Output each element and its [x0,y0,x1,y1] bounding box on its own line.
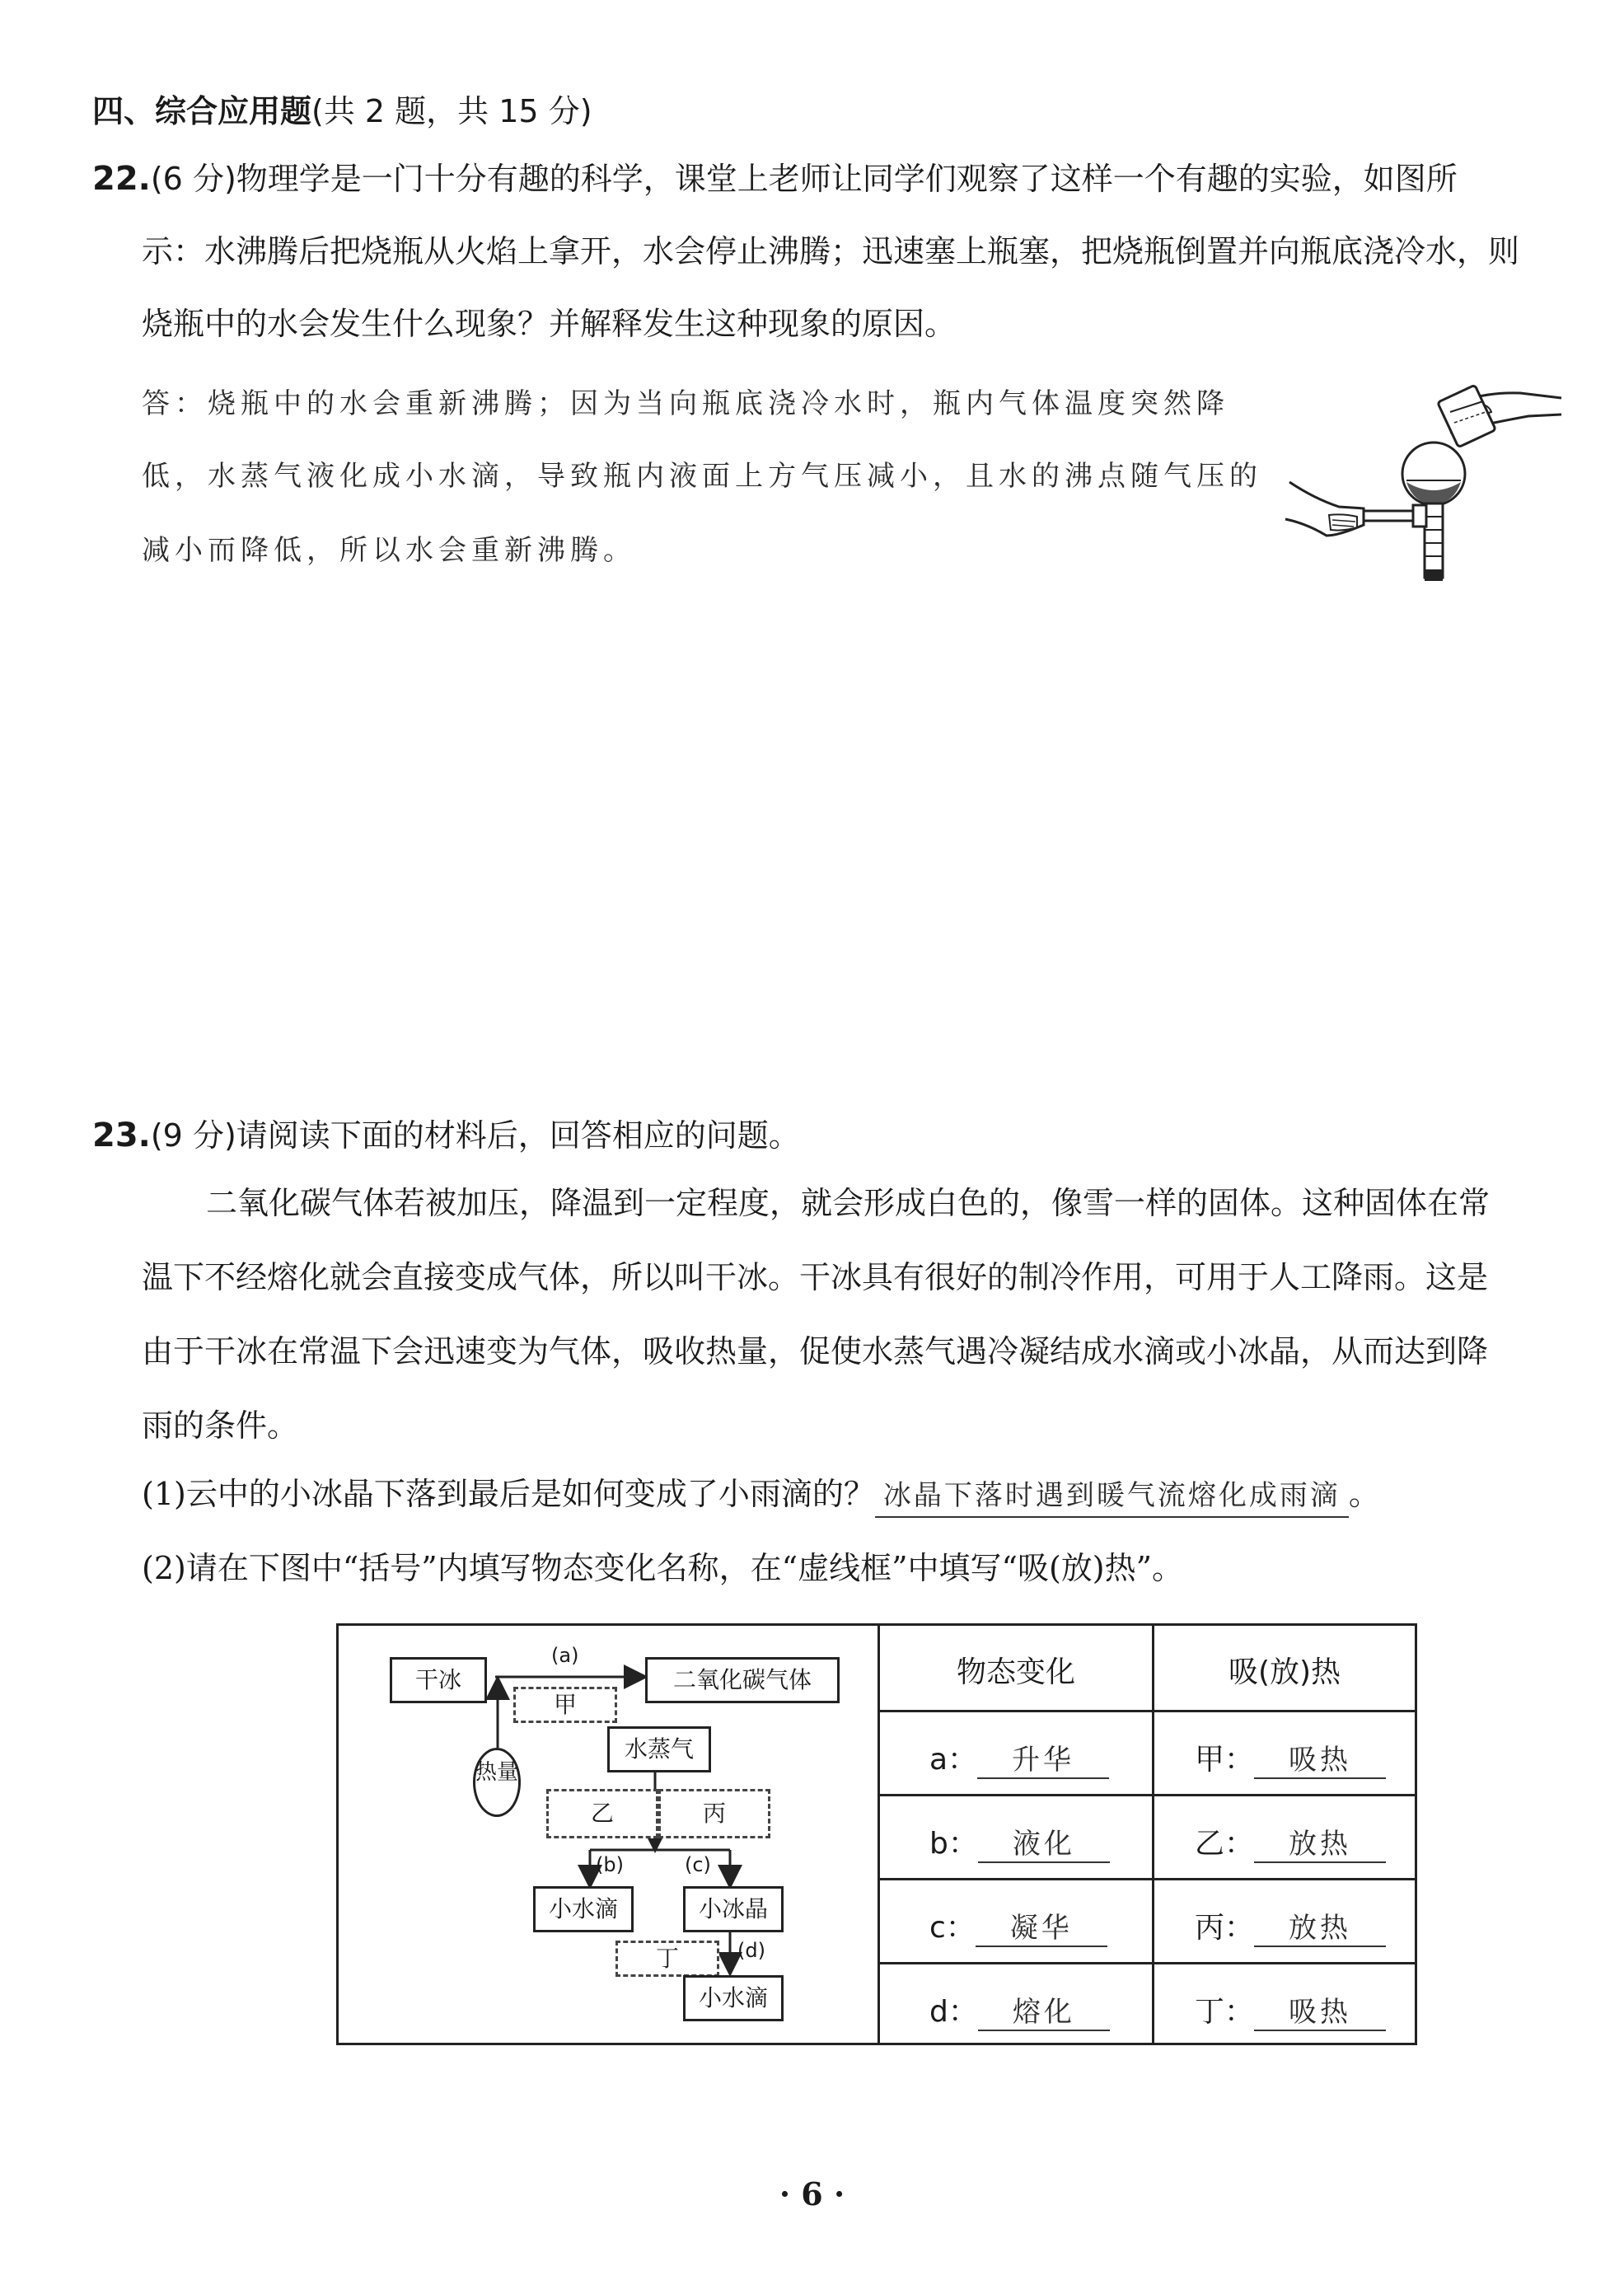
label-a: (a) [551,1644,579,1667]
table-row [929,1904,1107,1947]
table-row-divider [880,1878,1417,1880]
row-heat-value: 吸热 [1254,1989,1386,2031]
q23-sub1-end: 。 [1348,1476,1380,1512]
water-drop-box-1: 小水滴 [533,1886,634,1932]
label-b: (b) [596,1853,624,1876]
row-heat-key: 丁： [1195,1995,1255,2029]
label-c: (c) [685,1853,711,1876]
dry-ice-box: 干冰 [390,1657,487,1703]
table-row-divider [880,1710,1417,1712]
row-heat-key: 甲： [1195,1743,1255,1777]
row-heat-key: 丙： [1195,1911,1255,1945]
q23-material-line-1: 二氧化碳气体若被加压，降温到一定程度，就会形成白色的，像雪一样的固体。这种固体在常 [206,1185,1491,1221]
q23-material-line-2: 温下不经熔化就会直接变成气体，所以叫干冰。干冰具有很好的制冷作用，可用于人工降雨。这是 [142,1259,1489,1295]
q23-line-1 [92,1117,800,1154]
hand-holding-clamp-icon [1285,482,1426,536]
table-row [929,1820,1110,1863]
label-d: (d) [737,1939,765,1962]
q22-answer-line-2: 低，水蒸气液化成小水滴，导致瓶内液面上方气压减小，且水的沸点随气压的 [142,460,1262,493]
row-change-value: 熔化 [978,1989,1110,2031]
q23-sub1 [142,1475,1380,1518]
q22-line-3: 烧瓶中的水会发生什么现象？并解释发生这种现象的原因。 [142,306,957,342]
q23-number: 23. [92,1117,151,1154]
q22-line-1 [92,160,1458,198]
q22-points: (6 分) [150,161,236,197]
table-row [929,1988,1110,2031]
q22-answer-line-3: 减小而降低，所以水会重新沸腾。 [142,534,636,567]
phase-change-diagram [339,1626,878,2043]
q23-intro: 请阅读下面的材料后，回答相应的问题。 [236,1117,800,1154]
q22-number: 22. [92,160,151,198]
header-heat: 吸(放)热 [1228,1655,1341,1689]
bing-dashed-box: 丙 [658,1789,770,1838]
table-row [1195,1988,1386,2031]
ding-dashed-box: 丁 [615,1941,719,1977]
q22-answer-line-1: 答：烧瓶中的水会重新沸腾；因为当向瓶底浇冷水时，瓶内气体温度突然降 [142,387,1229,420]
q23-sub2-question: (2)请在下图中“括号”内填写物态变化名称，在“虚线框”中填写“吸(放)热”。 [142,1550,1184,1586]
q22-text-1: 物理学是一门十分有趣的科学，课堂上老师让同学们观察了这样一个有趣的实验，如图所 [236,161,1458,197]
row-heat-value: 放热 [1254,1905,1386,1947]
q23-sub1-question: (1)云中的小冰晶下落到最后是如何变成了小雨滴的？ [142,1476,875,1512]
diagram-table-frame [336,1623,1417,2045]
table-row-divider [880,1794,1417,1796]
ice-crystal-box: 小冰晶 [683,1886,784,1932]
row-change-value: 液化 [978,1821,1110,1863]
q23-sub1-answer: 冰晶下落时遇到暖气流熔化成雨滴 [875,1477,1349,1518]
table-row [1195,1736,1386,1779]
water-drop-box-2: 小水滴 [683,1975,784,2021]
flask-experiment-illustration [1281,375,1565,585]
row-change-value: 凝华 [976,1905,1107,1947]
table-row [1195,1820,1386,1863]
header-phase-change: 物态变化 [956,1655,1075,1689]
section-title: 四、综合应用题 [92,93,312,129]
page-number: · 6 · [779,2175,845,2212]
jia-dashed-box: 甲 [513,1687,617,1723]
row-key: a： [929,1743,978,1777]
row-change-value: 升华 [977,1737,1109,1779]
table-row-divider [880,1962,1417,1964]
table-row [1195,1904,1386,1947]
row-heat-value: 吸热 [1254,1737,1386,1779]
answer-table [878,1626,1415,2043]
section-header [92,92,592,130]
heat-oval: 热量 [473,1748,521,1817]
q23-material-line-4: 雨的条件。 [142,1407,299,1444]
row-heat-key: 乙： [1195,1827,1255,1861]
yi-dashed-box: 乙 [546,1789,658,1838]
q23-material-line-3: 由于干冰在常温下会迅速变为气体，吸收热量，促使水蒸气遇冷凝结成水滴或小冰晶，从而达到降 [142,1333,1489,1370]
q22-line-2: 示：水沸腾后把烧瓶从火焰上拿开，水会停止沸腾；迅速塞上瓶塞，把烧瓶倒置并向瓶底浇冷水，则 [142,233,1520,269]
water-vapor-box: 水蒸气 [607,1726,711,1772]
section-subtitle: (共 2 题，共 15 分) [311,93,592,129]
row-key: b： [929,1827,978,1861]
q23-points: (9 分) [150,1117,236,1154]
row-key: d： [929,1995,978,2029]
table-row [929,1736,1109,1779]
row-key: c： [929,1911,976,1945]
row-heat-value: 放热 [1254,1821,1386,1863]
co2-gas-box: 二氧化碳气体 [645,1657,840,1703]
